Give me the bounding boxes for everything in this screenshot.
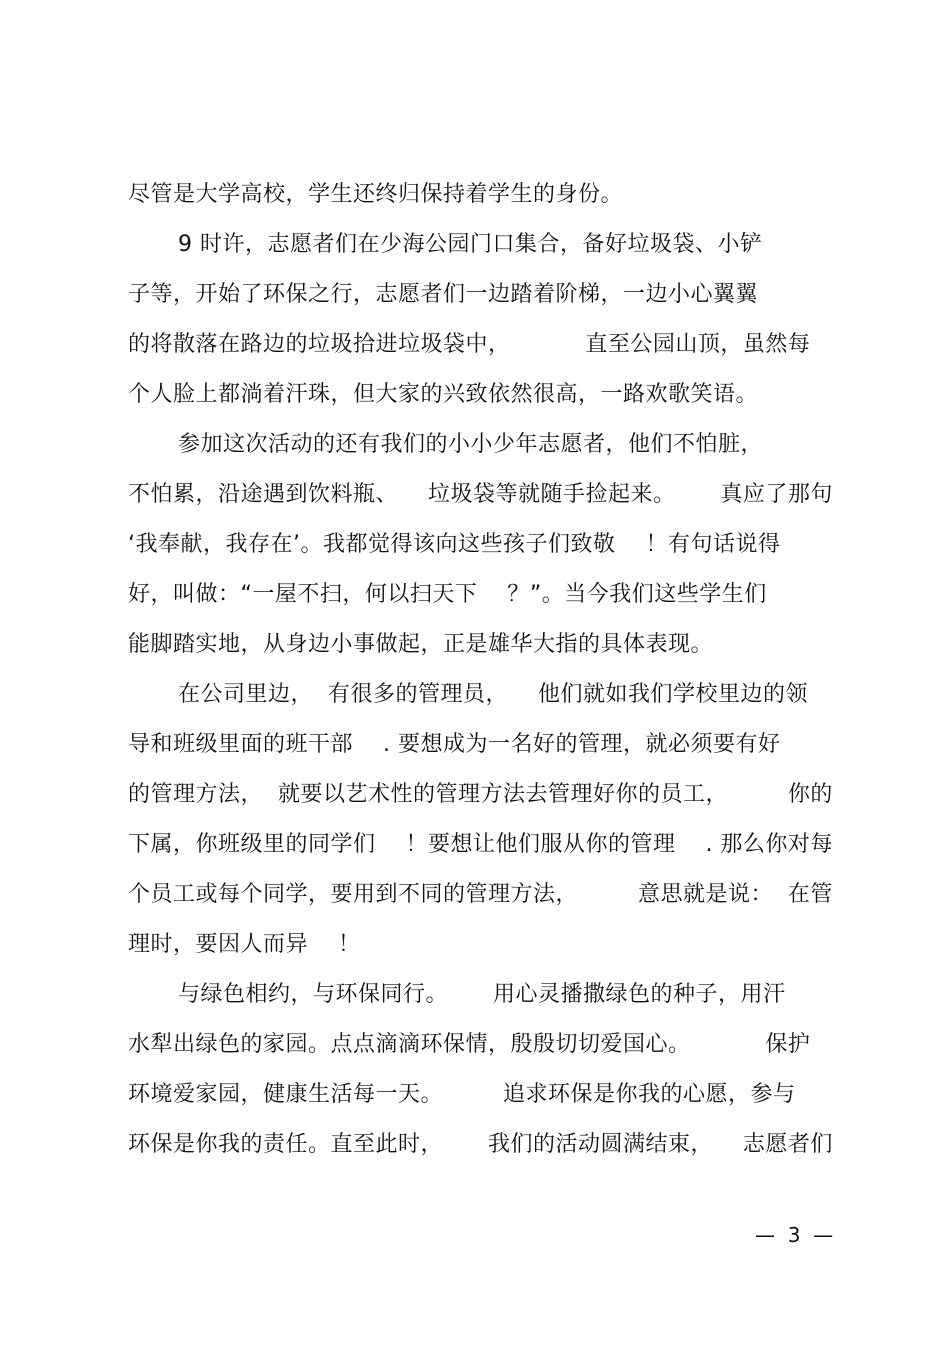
text-line: 9 时许，志愿者们在少海公园门口集合，备好垃圾袋、小铲 bbox=[178, 232, 763, 257]
text-line: 参加这次活动的还有我们的小小少年志愿者，他们不怕脏， bbox=[178, 432, 764, 457]
text-line: 个人脸上都淌着汗珠，但大家的兴致依然很高，一路欢歌笑语。 bbox=[128, 382, 759, 407]
text-line: 个员工或每个同学，要用到不同的管理方法， 意思就是说： 在管 bbox=[128, 882, 833, 907]
text-line: 子等，开始了环保之行，志愿者们一边踏着阶梯，一边小心翼翼 bbox=[128, 282, 759, 307]
text-line: 下属，你班级里的同学们 ！要想让他们服从你的管理 . 那么你对每 bbox=[128, 832, 833, 857]
text-line: 环境爱家园，健康生活每一天。 追求环保是你我的心愿，参与 bbox=[128, 1082, 796, 1107]
page-number: — 3 — bbox=[755, 1223, 834, 1247]
text-line: 能脚踏实地，从身边小事做起，正是雄华大指的具体表现。 bbox=[128, 632, 714, 657]
text-line: 好，叫做：“一屋不扫，何以扫天下 ？”。当今我们这些学生们 bbox=[128, 582, 767, 607]
text-line: 在公司里边， 有很多的管理员， 他们就如我们学校里边的领 bbox=[178, 682, 808, 707]
text-line: 与绿色相约，与环保同行。 用心灵播撒绿色的种子，用汗 bbox=[178, 982, 786, 1007]
text-line: 尽管是大学高校，学生还终归保持着学生的身份。 bbox=[128, 182, 624, 207]
text-line: 水犁出绿色的家园。点点滴滴环保情，殷殷切切爱国心。 保护 bbox=[128, 1032, 811, 1057]
text-line: ‘我奉献，我存在’。我都觉得该向这些孩子们致敬 ！有句话说得 bbox=[128, 532, 781, 557]
text-line: 的管理方法， 就要以艺术性的管理方法去管理好你的员工， 你的 bbox=[128, 782, 833, 807]
text-line: 理时，要因人而异 ！ bbox=[128, 932, 361, 957]
text-line: 不怕累，沿途遇到饮料瓶、 垃圾袋等就随手捡起来。 真应了那句 bbox=[128, 482, 833, 507]
text-line: 的将散落在路边的垃圾拾进垃圾袋中， 直至公园山顶，虽然每 bbox=[128, 332, 811, 357]
text-line: 环保是你我的责任。直至此时， 我们的活动圆满结束， 志愿者们 bbox=[128, 1132, 833, 1157]
text-line: 导和班级里面的班干部 . 要想成为一名好的管理，就必须要有好 bbox=[128, 732, 781, 757]
